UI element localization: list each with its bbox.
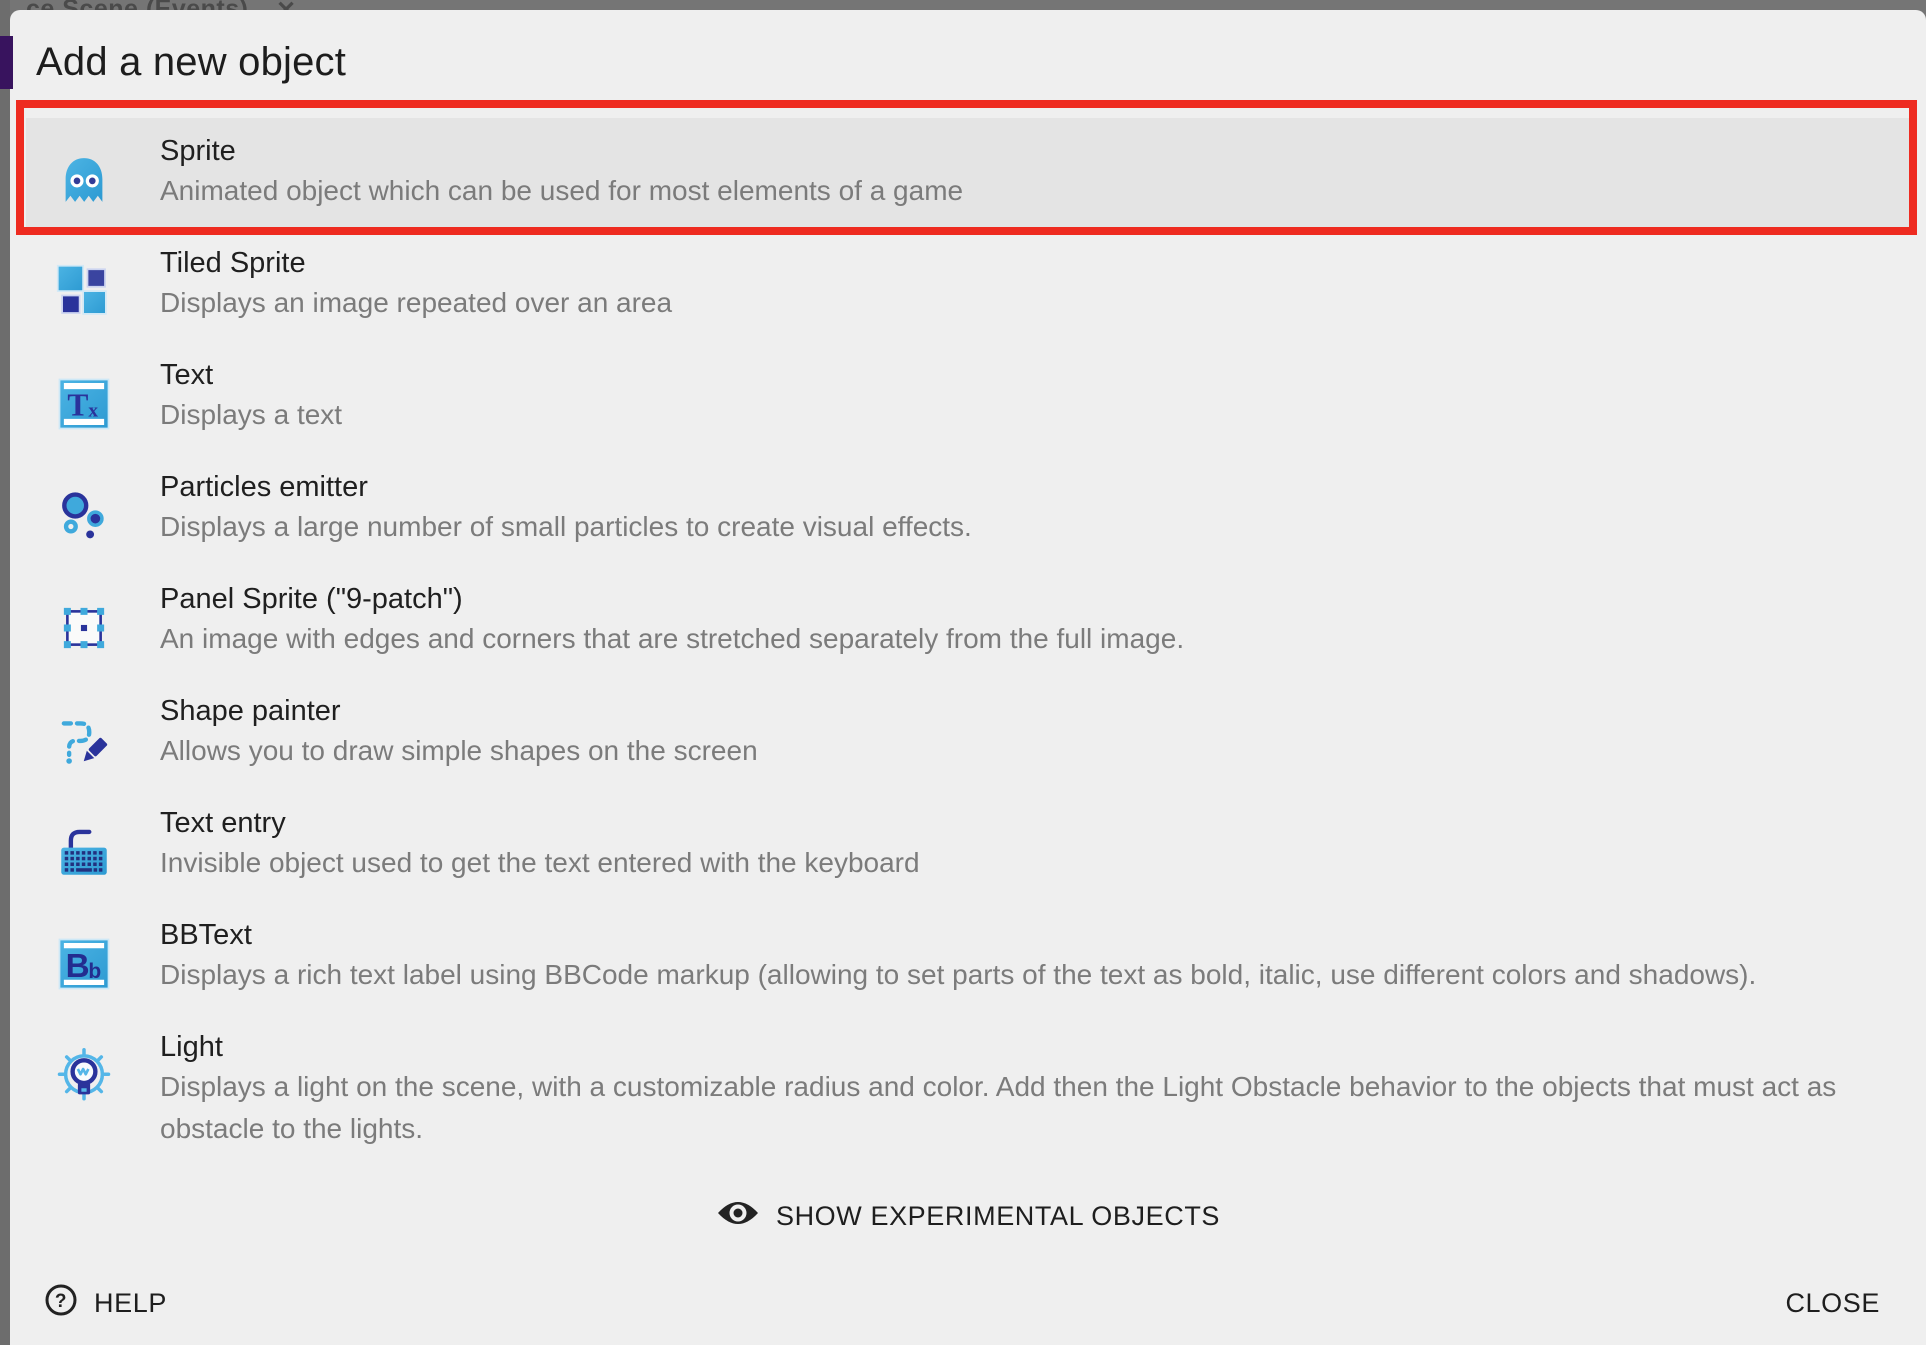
dialog-title: Add a new object bbox=[36, 40, 347, 84]
sprite-icon bbox=[56, 152, 112, 208]
object-description: An image with edges and corners that are stretched separately from the full image. bbox=[160, 623, 1185, 654]
object-name: Text entry bbox=[160, 807, 286, 839]
light-icon bbox=[56, 1048, 112, 1104]
object-list-item[interactable] bbox=[26, 902, 1914, 1014]
svg-text:?: ? bbox=[54, 1290, 68, 1312]
object-list-item[interactable] bbox=[26, 230, 1914, 342]
object-description: Allows you to draw simple shapes on the screen bbox=[160, 735, 758, 766]
eye-icon bbox=[716, 1198, 760, 1235]
add-object-dialog bbox=[10, 10, 1926, 1345]
object-name: BBText bbox=[160, 919, 252, 951]
object-name: Light bbox=[160, 1031, 223, 1063]
dialog-footer bbox=[34, 1278, 1890, 1328]
object-description: Displays a large number of small particles to create visual effects. bbox=[160, 511, 972, 542]
object-list-item[interactable] bbox=[26, 342, 1914, 454]
text-icon bbox=[56, 376, 112, 432]
object-list-item[interactable] bbox=[26, 678, 1914, 790]
help-button[interactable] bbox=[34, 1277, 177, 1330]
bbtext-icon bbox=[56, 936, 112, 992]
help-icon bbox=[44, 1283, 78, 1324]
show-experimental-objects-label: SHOW EXPERIMENTAL OBJECTS bbox=[775, 1201, 1221, 1231]
particles-emitter-icon bbox=[56, 488, 112, 544]
text-entry-icon bbox=[56, 824, 112, 880]
object-list-item[interactable] bbox=[26, 118, 1914, 230]
show-experimental-objects-button[interactable] bbox=[702, 1190, 1234, 1243]
object-description: Displays a rich text label using BBCode markup (allowing to set parts of the text as bold, italic, use different colors and shadows). bbox=[160, 959, 1757, 990]
object-list-item[interactable] bbox=[26, 790, 1914, 902]
object-name: Text bbox=[160, 359, 214, 391]
shape-painter-icon bbox=[56, 712, 112, 768]
object-description: Displays a light on the scene, with a customizable radius and color. Add then the Light Obstacle behavior to the objects that must act as obstacle to the lights. bbox=[160, 1071, 1837, 1144]
help-label: HELP bbox=[94, 1287, 167, 1318]
object-list-item[interactable] bbox=[26, 454, 1914, 566]
object-description: Displays an image repeated over an area bbox=[160, 287, 673, 318]
object-list bbox=[26, 118, 1914, 1150]
close-button[interactable] bbox=[1775, 1282, 1890, 1325]
object-name: Particles emitter bbox=[160, 471, 368, 503]
object-name: Sprite bbox=[160, 135, 236, 167]
backdrop-left-strip bbox=[0, 0, 10, 1345]
tiled-sprite-icon bbox=[56, 264, 112, 320]
object-name: Tiled Sprite bbox=[160, 247, 306, 279]
object-list-item[interactable] bbox=[26, 566, 1914, 678]
object-name: Shape painter bbox=[160, 695, 341, 727]
object-list-item[interactable] bbox=[26, 1014, 1914, 1150]
panel-sprite-icon bbox=[56, 600, 112, 656]
object-description: Displays a text bbox=[160, 399, 343, 430]
object-name: Panel Sprite ("9-patch") bbox=[160, 583, 463, 615]
object-description: Animated object which can be used for most elements of a game bbox=[160, 175, 964, 206]
object-description: Invisible object used to get the text entered with the keyboard bbox=[160, 847, 920, 878]
backdrop-purple-accent bbox=[0, 36, 13, 89]
close-label: CLOSE bbox=[1785, 1287, 1880, 1318]
